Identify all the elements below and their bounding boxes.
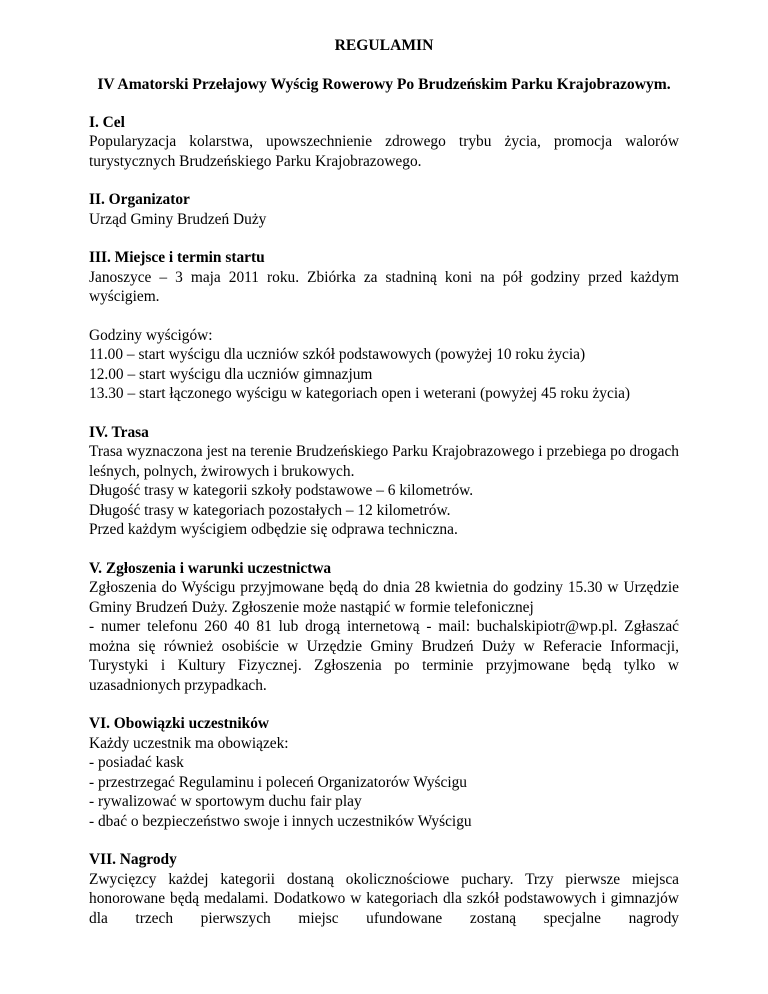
section-heading: III. Miejsce i termin startu — [89, 249, 265, 266]
section-heading: II. Organizator — [89, 191, 190, 208]
section-text: Zwycięzcy każdej kategorii dostaną okolicznościowe puchary. Trzy pierwsze miejsca honorowane będą medalami. Dodatkowo w kategoriach dla szkół podstawowych i gimnazjów dla trzech pierwszych miejsc ufundowane zostaną specjalne nagrody — [89, 870, 679, 927]
duty-item: - posiadać kask — [89, 754, 184, 771]
duty-item: - dbać o bezpieczeństwo swoje i innych uczestników Wyścigu — [89, 812, 472, 830]
section-text: - numer telefonu 260 40 81 lub drogą internetową - mail: buchalskipiotr@wp.pl. Zgłaszać można się również osobiście w Urzędzie Gminy Brudzeń Duży w Referacie Informacji, Turystyki i Kultury Fizycznej. Zgłoszenia po terminie przyjmowane będą tylko w uzasadnionych przypadkach. — [89, 618, 679, 694]
section-trasa — [89, 423, 679, 540]
schedule-item: 11.00 – start wyścigu dla uczniów szkół podstawowych (powyżej 10 roku życia) — [89, 346, 586, 363]
section-obowiazki — [89, 714, 679, 831]
section-heading: VII. Nagrody — [89, 851, 177, 868]
duty-item: - rywalizować w sportowym duchu fair play — [89, 793, 362, 810]
document-title: REGULAMIN — [334, 37, 434, 54]
section-text: Zgłoszenia do Wyścigu przyjmowane będą do dnia 28 kwietnia do godziny 15.30 w Urzędzie Gminy Brudzeń Duży. Zgłoszenie może nastąpić w formie telefonicznej — [89, 579, 679, 616]
duty-item: - przestrzegać Regulaminu i poleceń Organizatorów Wyścigu — [89, 773, 468, 791]
schedule-item: 12.00 – start wyścigu dla uczniów gimnazjum — [89, 365, 373, 383]
document-page — [89, 36, 679, 947]
section-zgloszenia — [89, 559, 679, 696]
section-miejsce — [89, 248, 679, 404]
section-heading: VI. Obowiązki uczestników — [89, 715, 269, 732]
duties-intro: Każdy uczestnik ma obowiązek: — [89, 734, 289, 752]
section-heading: V. Zgłoszenia i warunki uczestnictwa — [89, 559, 332, 577]
route-line: Przed każdym wyścigiem odbędzie się odprawa techniczna. — [89, 521, 458, 538]
section-cel — [89, 113, 679, 172]
route-line: Długość trasy w kategoriach pozostałych – 12 kilometrów. — [89, 501, 451, 519]
section-text: Janoszyce – 3 maja 2011 roku. Zbiórka za stadniną koni na pół godziny przed każdym wyścigiem. — [89, 268, 679, 305]
section-text: Popularyzacja kolarstwa, upowszechnienie zdrowego trybu życia, promocja walorów turystycznych Brudzeńskiego Parku Krajobrazowego. — [89, 133, 679, 170]
section-text: Trasa wyznaczona jest na terenie Brudzeńskiego Parku Krajobrazowego i przebiega po drogach leśnych, polnych, żwirowych i brukowych. — [89, 443, 679, 480]
section-organizator — [89, 190, 679, 229]
schedule-item: 13.30 – start łączonego wyścigu w kategoriach open i weterani (powyżej 45 roku życia) — [89, 385, 631, 402]
schedule-label: Godziny wyścigów: — [89, 326, 213, 344]
document-subtitle: IV Amatorski Przełajowy Wyścig Rowerowy Po Brudzeńskim Parku Krajobrazowym. — [97, 75, 671, 93]
section-nagrody — [89, 850, 679, 928]
section-text: Urząd Gminy Brudzeń Duży — [89, 210, 267, 228]
route-line: Długość trasy w kategorii szkoły podstawowe – 6 kilometrów. — [89, 482, 474, 499]
section-heading: I. Cel — [89, 113, 125, 131]
section-heading: IV. Trasa — [89, 423, 149, 441]
